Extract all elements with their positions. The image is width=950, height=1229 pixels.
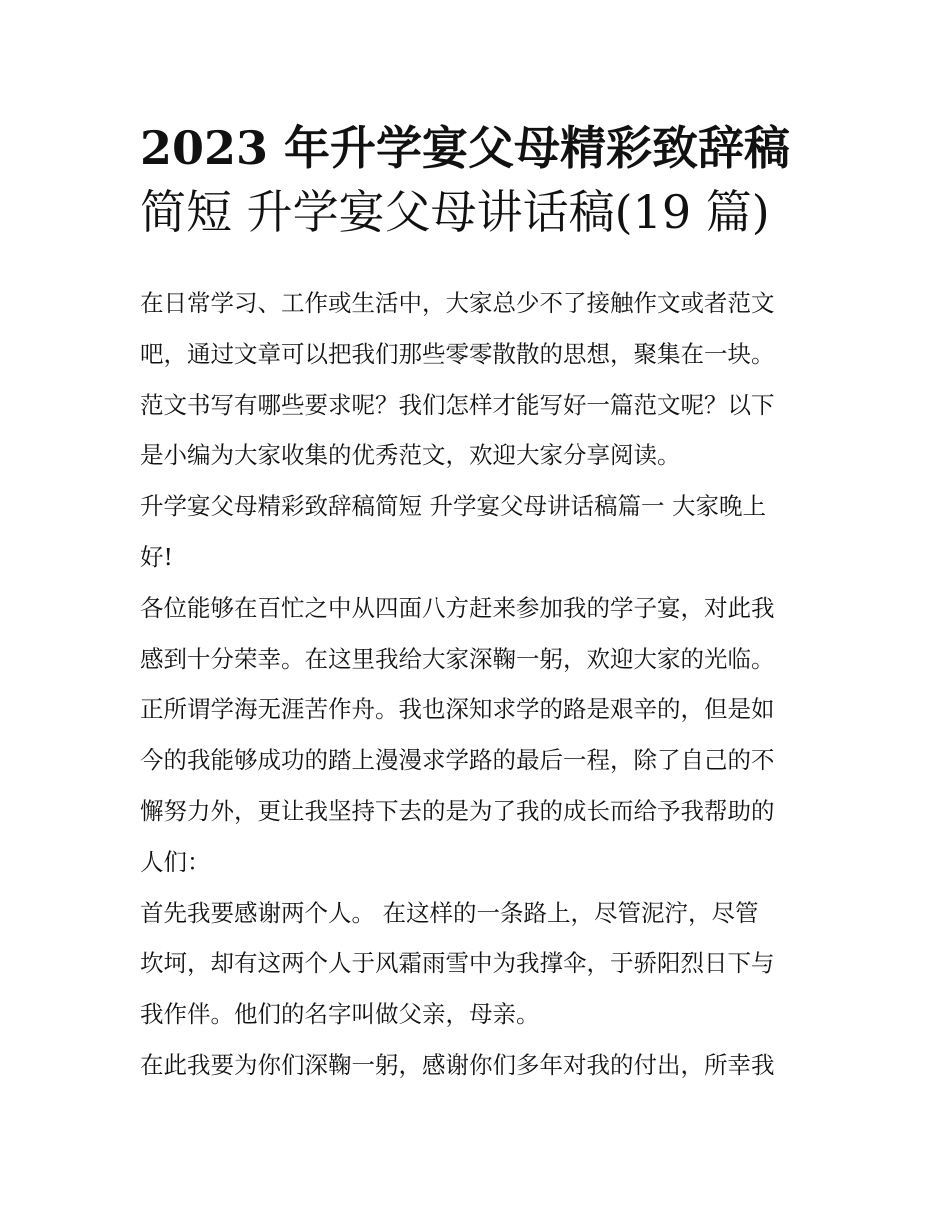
paragraph-line: 在日常学习、工作或生活中，大家总少不了接触作文或者范文 [140,289,775,317]
paragraph [140,1040,820,1091]
paragraph-line: 首先我要感谢两个人。 在这样的一条路上，尽管泥泞，尽管 [140,898,759,927]
paragraph-line: 各位能够在百忙之中从四面八方赶来参加我的学子宴，对此我 [140,593,775,622]
paragraph-line: 坎坷，却有这两个人于风霜雨雪中为我撑伞，于骄阳烈日下与 [140,949,775,978]
paragraph [140,888,820,1040]
paragraph-line: 升学宴父母精彩致辞稿简短 升学宴父母讲话稿篇一 大家晚上 [140,492,766,521]
paragraph-line: 吧，通过文章可以把我们那些零零散散的思想，聚集在一块。 [140,339,775,368]
paragraph-line: 我作伴。他们的名字叫做父亲，母亲。 [140,1000,540,1029]
paragraph-line: 懈努力外，更让我坚持下去的是为了我的成长而给予我帮助的 [140,796,775,825]
paragraph-line: 人们： [140,847,211,876]
paragraph [140,278,820,481]
title-line: 2023 年升学宴父母精彩致辞稿 [140,121,791,175]
paragraph-line: 感到十分荣幸。在这里我给大家深鞠一躬，欢迎大家的光临。 [140,644,775,673]
paragraph-line: 范文书写有哪些要求呢？我们怎样才能写好一篇范文呢？以下 [140,390,775,419]
paragraph [140,481,820,583]
document-body [140,278,820,1091]
title-line: 简短 升学宴父母讲话稿(19 篇) [140,185,770,239]
paragraph-line: 今的我能够成功的踏上漫漫求学路的最后一程，除了自己的不 [140,746,775,775]
paragraph [140,583,820,888]
paragraph-line: 在此我要为你们深鞠一躬，感谢你们多年对我的付出，所幸我 [140,1050,775,1079]
paragraph-line: 好! [140,542,173,571]
paragraph-line: 是小编为大家收集的优秀范文，欢迎大家分享阅读。 [140,441,681,470]
document-title [140,116,820,244]
paragraph-line: 正所谓学海无涯苦作舟。我也深知求学的路是艰辛的，但是如 [140,695,775,724]
